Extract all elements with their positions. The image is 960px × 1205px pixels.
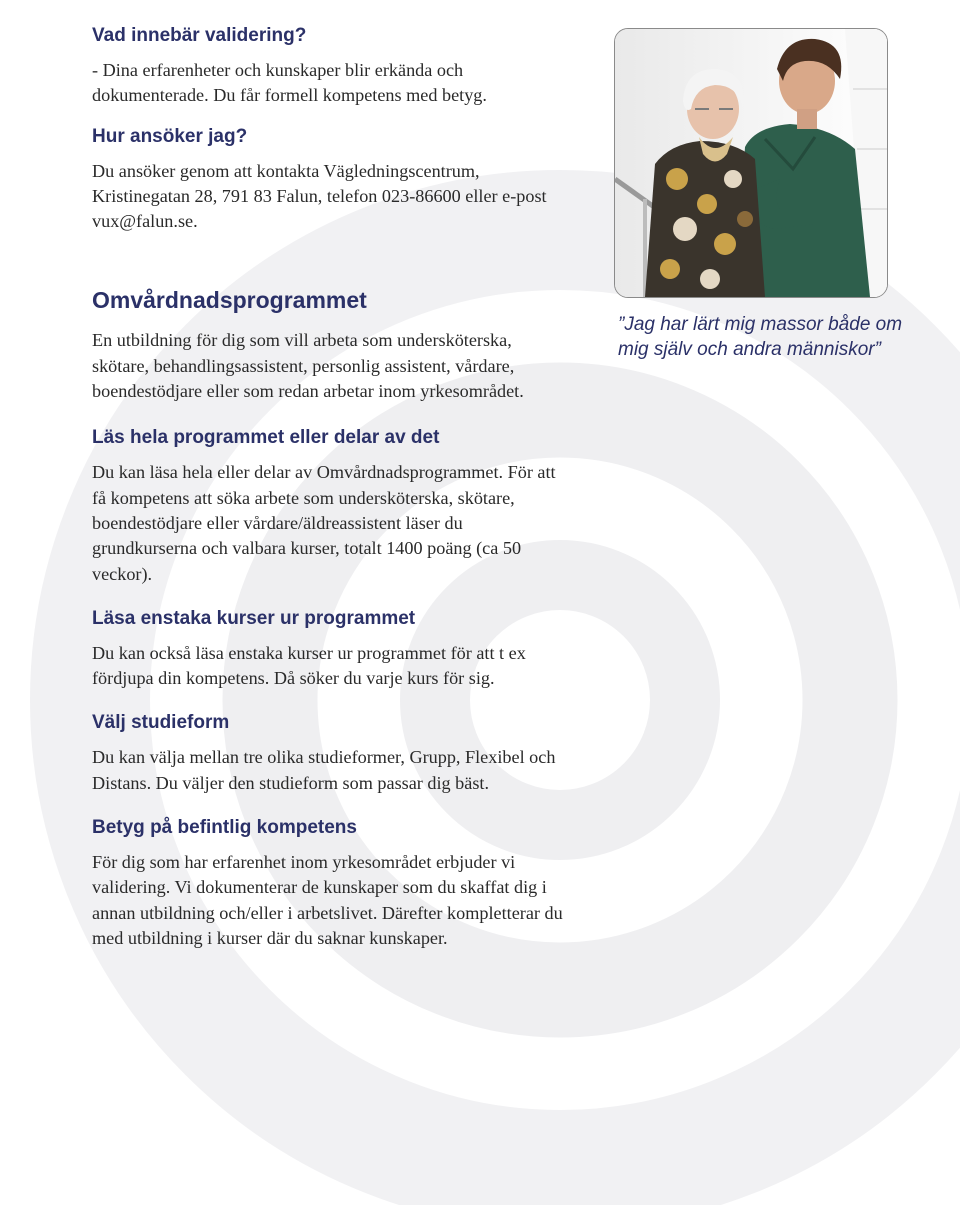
apply-text: Du ansöker genom att kontakta Vägledningscentrum, Kristinegatan 28, 791 83 Falun, telefon 023-86600 eller e-post vux@falun.se. bbox=[92, 160, 547, 232]
program-title: Omvårdnadsprogrammet bbox=[92, 287, 367, 314]
section-heading: Läs hela programmet eller delar av det bbox=[92, 427, 440, 449]
section-heading: Betyg på befintlig kompetens bbox=[92, 817, 357, 839]
apply-heading: Hur ansöker jag? bbox=[92, 125, 248, 147]
section-heading: Läsa enstaka kurser ur programmet bbox=[92, 607, 416, 629]
main-column bbox=[92, 24, 592, 951]
validation-text: - Dina erfarenheter och kunskaper blir erkända och dokumenterade. Du får formell kompetens med betyg. bbox=[92, 60, 487, 106]
section-text: Du kan välja mellan tre olika studieformer, Grupp, Flexibel och Distans. Du väljer den studieform som passar dig bäst. bbox=[92, 747, 556, 793]
testimonial-quote: ”Jag har lärt mig massor både om mig själv och andra människor” bbox=[618, 314, 903, 360]
program-text: En utbildning för dig som vill arbeta som undersköterska, skötare, behandlingsassistent, personlig assistent, vårdare, boendestödjare eller som redan arbetar inom yrkesområdet. bbox=[92, 330, 524, 402]
section-heading: Välj studieform bbox=[92, 712, 230, 734]
section-text: Du kan läsa hela eller delar av Omvårdnadsprogrammet. För att få kompetens att söka arbete som undersköterska, skötare, boendestödjare eller vårdare/äldreassistent läser du grundkurserna och valbara kurser, totalt 1400 poäng (ca 50 veckor). bbox=[92, 462, 556, 584]
validation-heading: Vad innebär validering? bbox=[92, 25, 307, 46]
section-text: För dig som har erfarenhet inom yrkesområdet erbjuder vi validering. Vi dokumenterar de kunskaper som du skaffat dig i annan utbildning och/eller i arbetslivet. Därefter kompletterar du med utbildning i kurser där du saknar kunskaper. bbox=[92, 852, 563, 948]
caregiver-photo bbox=[614, 28, 888, 298]
section-text: Du kan också läsa enstaka kurser ur programmet för att t ex fördjupa din kompetens. Då söker du varje kurs för sig. bbox=[92, 642, 526, 689]
